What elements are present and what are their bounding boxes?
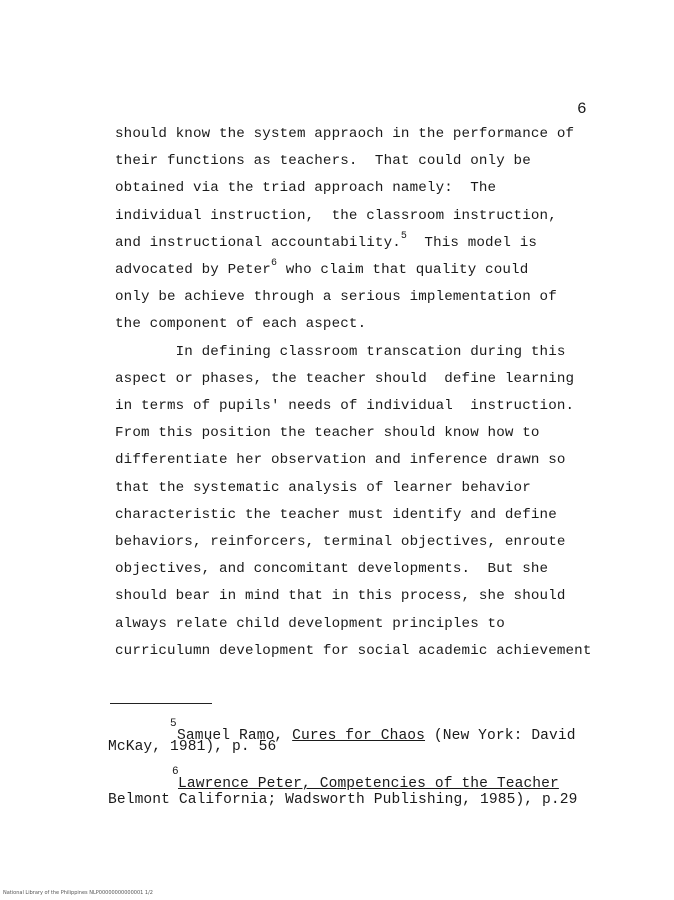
body-line: [115, 507, 557, 523]
body-line: [115, 208, 557, 224]
footnote-5-publisher: (New York: David: [425, 728, 576, 744]
footnote-reference: 5: [400, 231, 408, 243]
body-line: [115, 480, 531, 496]
body-line-text-continued: This model is: [407, 234, 538, 251]
page-number: 6: [577, 100, 587, 118]
body-line-text: advocated by Peter: [115, 262, 271, 278]
body-line-text: objectives, and concomitant developments. But she: [115, 561, 549, 578]
body-line-text: behaviors, reinforcers, terminal objectives, enroute: [115, 534, 566, 550]
body-line: [115, 231, 538, 251]
footnote-6-line-2: Belmont California; Wadsworth Publishing, 1985), p.29: [108, 792, 578, 808]
body-line: [115, 289, 557, 305]
body-line-text: in terms of pupils' needs of individual instruction.: [115, 398, 575, 414]
footnote-reference: 6: [270, 258, 278, 270]
body-line: [115, 371, 574, 387]
body-line: [115, 588, 566, 604]
footnote-5-mark: 5: [170, 718, 177, 730]
footnote-6-mark: 6: [172, 766, 179, 778]
body-line: [115, 425, 540, 441]
body-line: [115, 153, 531, 169]
footnote-5-line-2: McKay, 1981), p. 56: [108, 739, 277, 755]
body-line: [115, 258, 529, 278]
body-line-text: individual instruction, the classroom instruction,: [115, 207, 557, 224]
footnote-6-line-1: Lawrence Peter, Competencies of the Teacher: [178, 776, 559, 792]
footnote-separator: [110, 703, 212, 704]
body-line-text: should bear in mind that in this process, she should: [115, 588, 566, 605]
body-line-text: should know the system appraoch in the performance of: [115, 126, 575, 142]
body-line-text: characteristic the teacher must identify and define: [115, 506, 557, 523]
body-line: [115, 398, 574, 414]
body-line: [115, 561, 548, 577]
body-line-text: From this position the teacher should know how to: [115, 425, 540, 442]
body-line: [115, 452, 566, 468]
body-line-text: and instructional accountability.: [115, 234, 401, 251]
body-line-text: the component of each aspect.: [115, 316, 367, 333]
body-line: [115, 126, 574, 142]
body-line-text-continued: who claim that quality could: [277, 262, 529, 278]
body-line: [115, 180, 496, 196]
body-line-text: obtained via the triad approach namely: The: [115, 180, 497, 197]
body-line: [115, 616, 505, 632]
body-line-text: differentiate her observation and inference drawn so: [115, 452, 566, 469]
scan-stamp: National Library of the Philippines NLP00000000000001 1/2: [3, 890, 153, 896]
body-line: [115, 643, 592, 659]
footnote-5-title: Cures for Chaos: [292, 728, 426, 744]
body-line-text: always relate child development principles to: [115, 615, 505, 632]
body-line-text: aspect or phases, the teacher should define learning: [115, 370, 575, 387]
body-line-text: only be achieve through a serious implementation of: [115, 289, 557, 306]
footnote-5-author: Samuel Ramo,: [177, 728, 293, 744]
body-line: [115, 316, 366, 332]
body-line-text: curriculumn development for social academic achievement: [115, 642, 592, 659]
body-line: [115, 534, 566, 550]
body-line: [115, 344, 566, 360]
body-line-text: that the systematic analysis of learner behavior: [115, 479, 531, 496]
body-line-text: their functions as teachers. That could only be: [115, 153, 531, 170]
body-line-text: In defining classroom transcation during this: [115, 343, 566, 360]
